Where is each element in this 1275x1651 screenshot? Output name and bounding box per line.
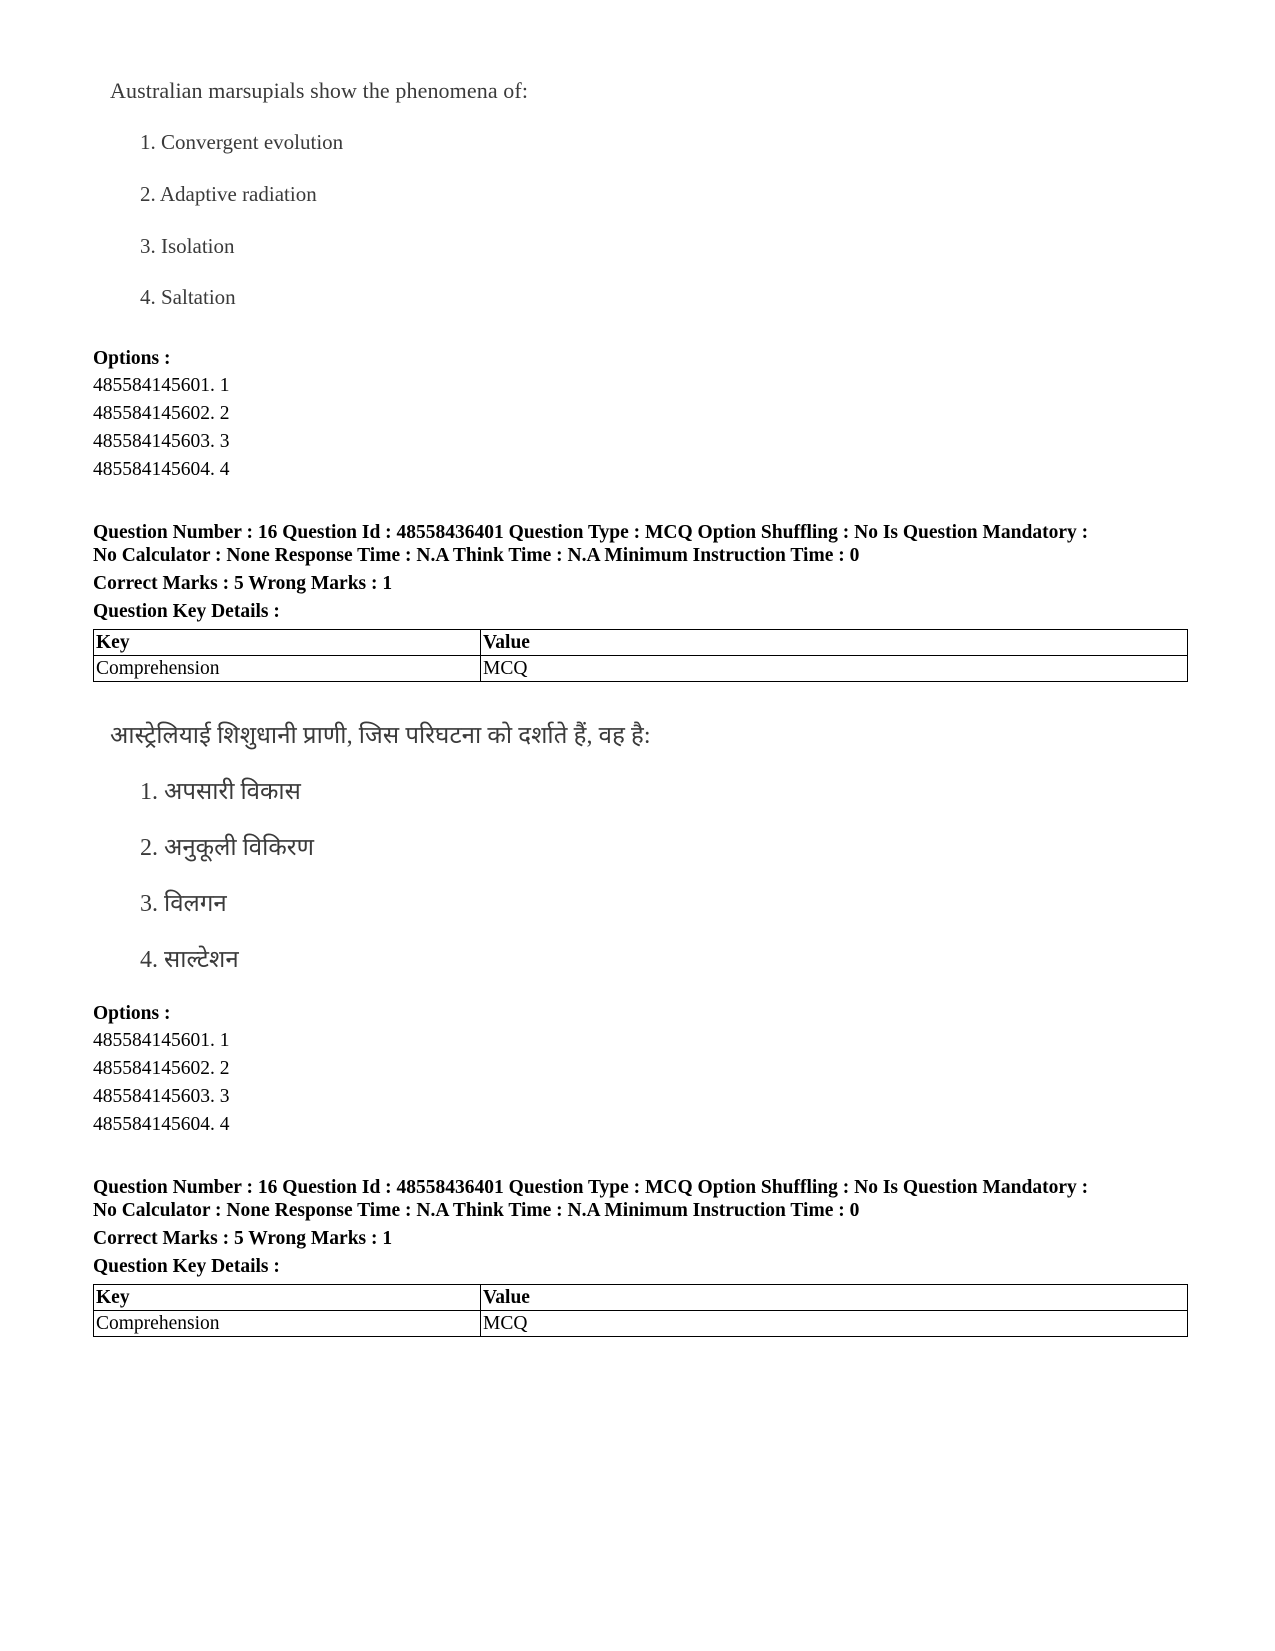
question-option-4: 4. Saltation [140, 285, 236, 309]
question-meta-line-2: No Calculator : None Response Time : N.A Think Time : N.A Minimum Instruction Time : 0 [93, 545, 860, 566]
question-meta-line-1: Question Number : 16 Question Id : 48558436401 Question Type : MCQ Option Shuffling : No Is Question Mandatory : [93, 522, 1089, 543]
question-option-1: 1. अपसारी विकास [140, 779, 301, 805]
question-option-2: 2. Adaptive radiation [140, 182, 317, 206]
table-header-value: Value [481, 1285, 1188, 1311]
key-details-label: Question Key Details : [93, 1256, 280, 1277]
table-header-value: Value [481, 630, 1188, 656]
question-meta-line-1: Question Number : 16 Question Id : 48558436401 Question Type : MCQ Option Shuffling : No Is Question Mandatory : [93, 1177, 1089, 1198]
question-option-1: 1. Convergent evolution [140, 130, 344, 154]
marks-line: Correct Marks : 5 Wrong Marks : 1 [93, 1228, 393, 1249]
table-header-row [94, 630, 1188, 656]
table-cell-key: Comprehension [94, 1311, 481, 1337]
option-line: 485584145603. 3 [93, 431, 230, 452]
key-details-table [93, 629, 1188, 682]
question-option-3: 3. Isolation [140, 234, 235, 258]
key-details-label: Question Key Details : [93, 601, 280, 622]
question-image-hindi [110, 718, 651, 973]
options-label: Options : [93, 348, 171, 369]
table-cell-key: Comprehension [94, 656, 481, 682]
question-meta-line-2: No Calculator : None Response Time : N.A Think Time : N.A Minimum Instruction Time : 0 [93, 1200, 860, 1221]
question-stem: आस्ट्रेलियाई शिशुधानी प्राणी, जिस परिघटना को दर्शाते हैं, वह है: [110, 723, 651, 749]
question-option-2: 2. अनुकूली विकिरण [140, 835, 314, 861]
table-header-row [94, 1285, 1188, 1311]
option-line: 485584145601. 1 [93, 375, 230, 396]
question-option-3: 3. विलगन [140, 891, 227, 917]
option-line: 485584145603. 3 [93, 1086, 230, 1107]
option-line: 485584145602. 2 [93, 1058, 230, 1079]
table-cell-value: MCQ [481, 1311, 1188, 1337]
marks-line: Correct Marks : 5 Wrong Marks : 1 [93, 573, 393, 594]
question-stem: Australian marsupials show the phenomena of: [110, 78, 529, 103]
key-details-table [93, 1284, 1188, 1337]
option-line: 485584145604. 4 [93, 1114, 230, 1135]
question-image-english [110, 78, 529, 309]
question-option-4: 4. साल्टेशन [140, 947, 239, 973]
table-header-key: Key [94, 1285, 481, 1311]
option-line: 485584145604. 4 [93, 459, 230, 480]
table-row [94, 1311, 1188, 1337]
option-line: 485584145601. 1 [93, 1030, 230, 1051]
option-line: 485584145602. 2 [93, 403, 230, 424]
options-label: Options : [93, 1003, 171, 1024]
table-header-key: Key [94, 630, 481, 656]
table-cell-value: MCQ [481, 656, 1188, 682]
table-row [94, 656, 1188, 682]
